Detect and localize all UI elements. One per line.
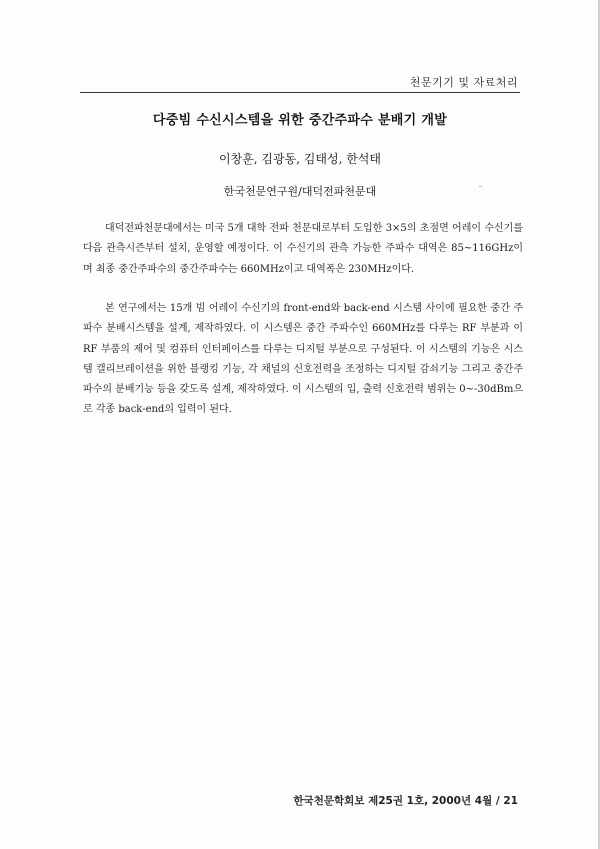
section-header: 천문기기 및 자료처리: [409, 76, 518, 89]
article-affiliation: 한국천문연구원/대덕전파천문대: [223, 185, 377, 198]
header-divider: [80, 92, 520, 93]
article-title: 다중빔 수신시스템을 위한 중간주파수 분배기 개발: [152, 113, 448, 128]
abstract-paragraph-2: 본 연구에서는 15개 빔 어레이 수신기의 front-end와 back-end 시스템 사이에 필요한 중간 주파수 분배시스템을 설계, 제작하였다. 이 시스템은 중간 주파수인 660MHz를 다루는 RF 부분과 이 RF 부품의 제어 및 컴퓨터 인터페이스를 다루는 디지털 부분으로 구성된다. 이 시스템의 기능은 시스템 캘리브레이션을 위한 블랭킹 기능, 각 채널의 신호전력을 조정하는 디지털 감쇠기능 그리고 중간주파수의 분배기능 등을 갖도록 설계, 제작하였다. 이 시스템의 입, 출력 신호전력 범위는 0~-30dBm으로 각종 back-end의 입력이 된다.: [83, 303, 523, 416]
journal-citation-footer: 한국천문학회보 제25권 1호, 2000년 4월 / 21: [293, 795, 518, 807]
abstract-paragraph-1: 대덕전파천문대에서는 미국 5개 대학 전파 천문대로부터 도입한 3×5의 초점면 어레이 수신기를 다음 관측시즌부터 설치, 운영할 예정이다. 이 수신기의 관측 가능한 주파수 대역은 85~116GHz이며 최종 중간주파수의 중간주파수는 660MHz이고 대역폭은 230MHz이다.: [83, 223, 523, 275]
scan-speck: [479, 186, 482, 187]
article-authors: 이창훈, 김광동, 김태성, 한석태: [219, 152, 381, 166]
